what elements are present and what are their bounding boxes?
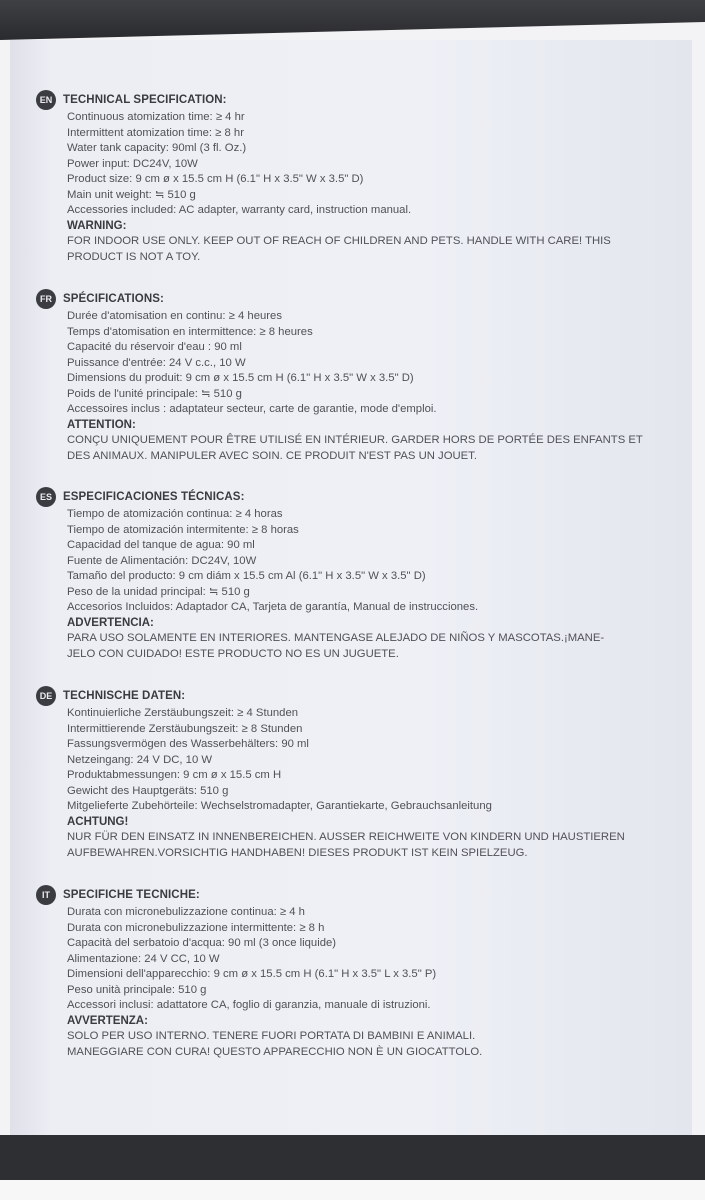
spec-line: Fuente de Alimentación: DC24V, 10W [67,554,257,567]
section-es [36,487,676,662]
warning-line: PRODUCT IS NOT A TOY. [67,250,201,263]
warning-line: SOLO PER USO INTERNO. TENERE FUORI PORTATA DI BAMBINI E ANIMALI. [67,1030,476,1042]
warning-line: CONÇU UNIQUEMENT POUR ÊTRE UTILISÉ EN INTÉRIEUR. GARDER HORS DE PORTÉE DES ENFANTS ET [67,434,643,446]
spec-line: Durée d'atomisation en continu: ≥ 4 heures [67,310,282,322]
spec-line: Tamaño del producto: 9 cm diám x 15.5 cm Al (6.1" H x 3.5" W x 3.5" D) [67,570,426,582]
section-title: SPECIFICHE TECNICHE: [63,889,200,901]
spec-line: Produktabmessungen: 9 cm ø x 15.5 cm H [67,769,282,781]
language-badge-es: ES [36,487,56,507]
warning-line: MANEGGIARE CON CURA! QUESTO APPARECCHIO NON È UN GIOCATTOLO. [67,1045,483,1058]
warning-line: PARA USO SOLAMENTE EN INTERIORES. MANTENGASE ALEJADO DE NIÑOS Y MASCOTAS.¡MANE- [67,632,605,644]
section-fr [36,289,676,464]
spec-line: Netzeingang: 24 V DC, 10 W [67,753,213,766]
warning-line: NUR FÜR DEN EINSATZ IN INNENBEREICHEN. AUSSER REICHWEITE VON KINDERN UND HAUSTIEREN [67,831,625,843]
warning-line: AUFBEWAHREN.VORSICHTIG HANDHABEN! DIESES PRODUKT IST KEIN SPIELZEUG. [67,846,528,859]
spec-line: Water tank capacity: 90ml (3 fl. Oz.) [67,142,247,154]
warning-line: DES ANIMAUX. MANIPULER AVEC SOIN. CE PRODUIT N'EST PAS UN JOUET. [67,449,477,462]
spec-line: Main unit weight: ≒ 510 g [67,188,196,201]
spec-line: Mitgelieferte Zubehörteile: Wechselstromadapter, Garantiekarte, Gebrauchsanleitung [67,800,492,812]
section-de [36,686,676,861]
spec-line: Tiempo de atomización continua: ≥ 4 horas [67,508,283,520]
spec-line: Peso de la unidad principal: ≒ 510 g [67,585,250,598]
spec-line: Intermittent atomization time: ≥ 8 hr [67,126,244,139]
spec-line: Power input: DC24V, 10W [67,157,198,170]
spec-line: Accesorios Incluidos: Adaptador CA, Tarjeta de garantía, Manual de instrucciones. [67,601,479,613]
spec-line: Durata con micronebulizzazione continua: ≥ 4 h [67,906,305,918]
section-it [36,885,676,1060]
spec-line: Accessoires inclus : adaptateur secteur, carte de garantie, mode d'emploi. [67,403,437,415]
spec-line: Capacidad del tanque de agua: 90 ml [67,539,255,551]
section-title: SPÉCIFICATIONS: [63,293,164,305]
spec-line: Temps d'atomisation en intermittence: ≥ 8 heures [67,325,313,338]
spec-line: Kontinuierliche Zerstäubungszeit: ≥ 4 Stunden [67,707,299,719]
spec-line: Alimentazione: 24 V CC, 10 W [67,952,220,965]
spec-line: Product size: 9 cm ø x 15.5 cm H (6.1" H x 3.5" W x 3.5" D) [67,173,364,185]
spec-line: Accessories included: AC adapter, warranty card, instruction manual. [67,204,412,216]
section-en [36,90,676,265]
language-badge-de: DE [36,686,56,706]
section-title: TECHNICAL SPECIFICATION: [63,94,227,106]
section-title: ESPECIFICACIONES TÉCNICAS: [63,491,245,503]
spec-line: Puissance d'entrée: 24 V c.c., 10 W [67,356,246,369]
warning-title: ATTENTION: [67,418,136,431]
language-badge-it: IT [36,885,56,905]
language-badge-fr: FR [36,289,56,309]
warning-line: FOR INDOOR USE ONLY. KEEP OUT OF REACH OF CHILDREN AND PETS. HANDLE WITH CARE! THIS [67,235,611,247]
box-bottom-strip [0,1135,705,1180]
spec-line: Capacité du réservoir d'eau : 90 ml [67,341,242,353]
spec-line: Intermittierende Zerstäubungszeit: ≥ 8 Stunden [67,722,303,735]
spec-line: Capacità del serbatoio d'acqua: 90 ml (3 once liquide) [67,937,337,949]
box-top-edge [0,0,705,40]
warning-title: ADVERTENCIA: [67,616,154,629]
spec-line: Durata con micronebulizzazione intermittente: ≥ 8 h [67,921,325,934]
warning-title: ACHTUNG! [67,815,129,828]
spec-line: Continuous atomization time: ≥ 4 hr [67,111,245,123]
language-badge-en: EN [36,90,56,110]
warning-title: AVVERTENZA: [67,1014,148,1027]
spec-line: Fassungsvermögen des Wasserbehälters: 90 ml [67,738,309,750]
spec-line: Tiempo de atomización intermitente: ≥ 8 horas [67,523,299,536]
section-title: TECHNISCHE DATEN: [63,690,186,702]
warning-title: WARNING: [67,219,127,232]
spec-line: Accessori inclusi: adattatore CA, foglio di garanzia, manuale di istruzioni. [67,999,431,1011]
spec-line: Poids de l'unité principale: ≒ 510 g [67,387,242,400]
spec-line: Peso unità principale: 510 g [67,983,207,996]
background-floor [0,1180,705,1200]
spec-line: Dimensioni dell'apparecchio: 9 cm ø x 15.5 cm H (6.1" H x 3.5" L x 3.5" P) [67,968,437,980]
spec-line: Gewicht des Hauptgeräts: 510 g [67,784,229,797]
spec-line: Dimensions du produit: 9 cm ø x 15.5 cm H (6.1" H x 3.5" W x 3.5" D) [67,372,414,384]
warning-line: JELO CON CUIDADO! ESTE PRODUCTO NO ES UN JUGUETE. [67,647,399,660]
